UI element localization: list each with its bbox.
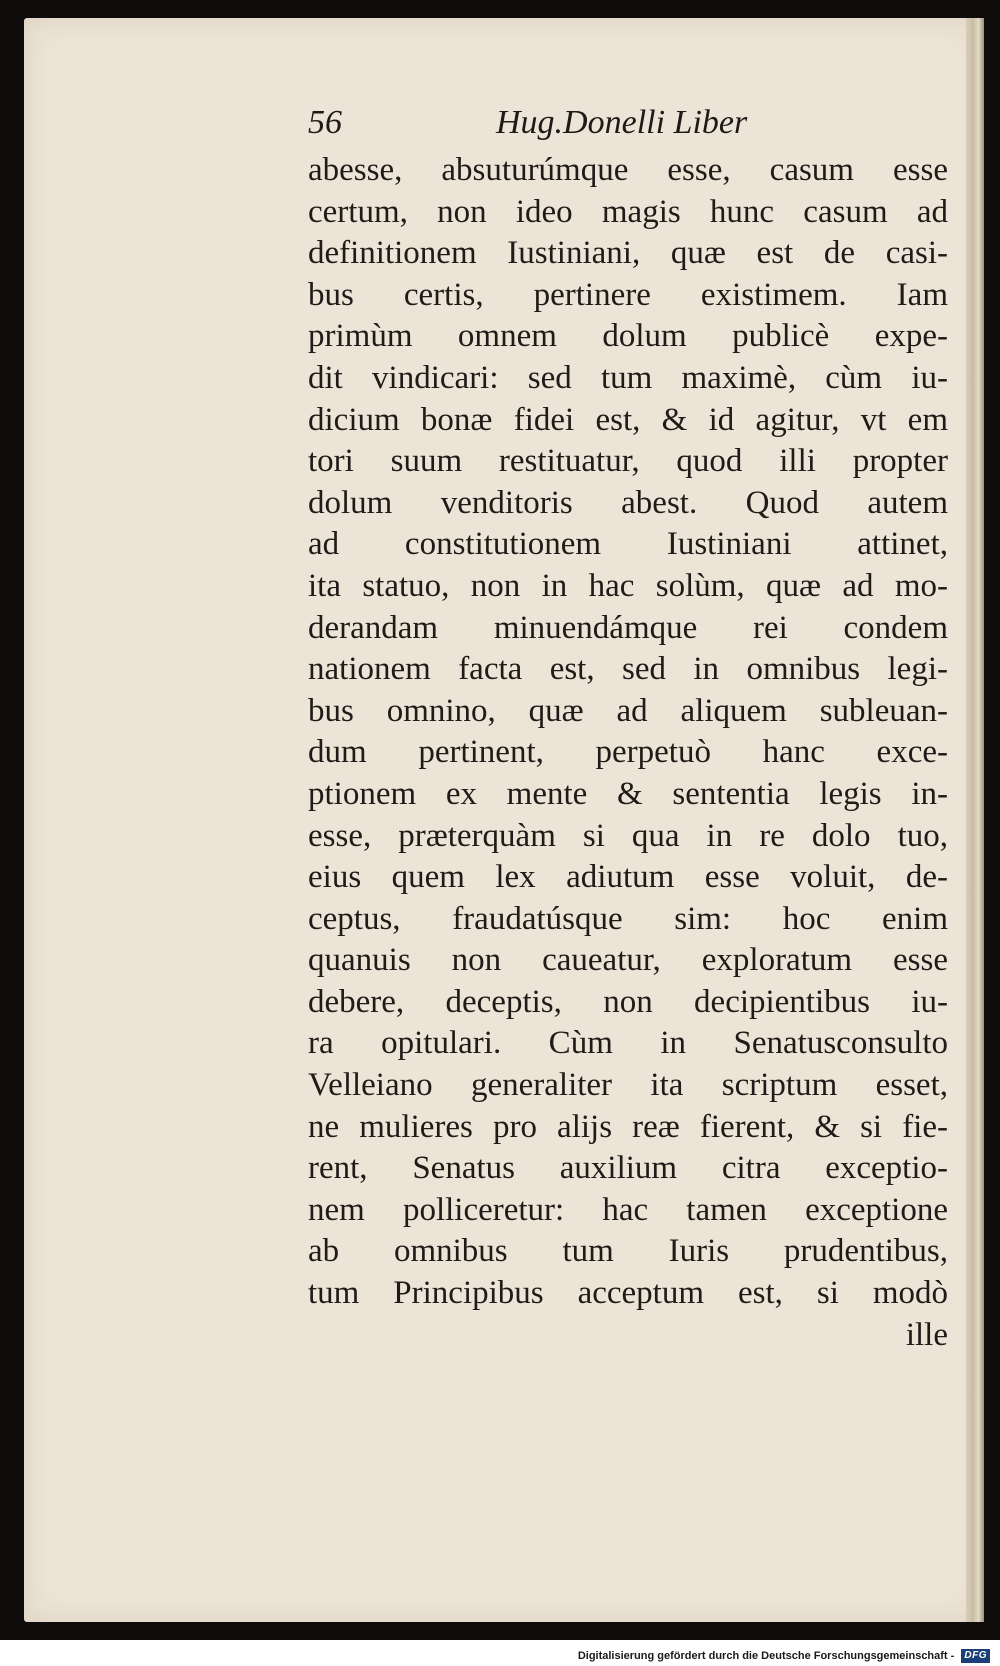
text-line: ptionem ex mente & sententia legis in- xyxy=(308,775,948,812)
text-line: derandam minuendámque rei condem xyxy=(308,609,948,646)
text-line: nem polliceretur: hac tamen exceptione xyxy=(308,1191,948,1228)
body-text xyxy=(308,150,948,1356)
text-line: debere, deceptis, non decipientibus iu- xyxy=(308,983,948,1020)
text-line: dum pertinent, perpetuò hanc exce- xyxy=(308,734,948,771)
text-line: abesse, absuturúmque esse, casum esse xyxy=(308,152,948,188)
text-line: Velleiano generaliter ita scriptum esset, xyxy=(308,1067,948,1104)
text-line: dolum venditoris abest. Quod autem xyxy=(308,484,948,521)
text-line: tori suum restituatur, quod illi propter xyxy=(308,443,948,480)
text-line: ceptus, fraudatúsque sim: hoc enim xyxy=(308,900,948,937)
digitization-credit xyxy=(0,1646,990,1666)
text-line: dit vindicari: sed tum maximè, cùm iu- xyxy=(308,359,948,396)
dfg-logo: DFG xyxy=(961,1649,990,1663)
text-line: ra opitulari. Cùm in Senatusconsulto xyxy=(308,1025,948,1062)
text-line: primùm omnem dolum publicè expe- xyxy=(308,318,948,355)
page-number: 56 xyxy=(308,104,342,141)
text-line: dicium bonæ fidei est, & id agitur, vt em xyxy=(308,401,948,438)
text-line: quanuis non caueatur, exploratum esse xyxy=(308,942,948,979)
text-line: bus certis, pertinere existimem. Iam xyxy=(308,276,948,313)
text-line: rent, Senatus auxilium citra exceptio- xyxy=(308,1150,948,1187)
text-line: certum, non ideo magis hunc casum ad xyxy=(308,193,948,230)
text-line: esse, præterquàm si qua in re dolo tuo, xyxy=(308,817,948,854)
text-line: ne mulieres pro alijs reæ fierent, & si fie- xyxy=(308,1108,948,1145)
text-line: nationem facta est, sed in omnibus legi- xyxy=(308,651,948,688)
text-line: eius quem lex adiutum esse voluit, de- xyxy=(308,859,948,896)
text-line: tum Principibus acceptum est, si modò xyxy=(308,1275,948,1312)
text-line: ab omnibus tum Iuris prudentibus, xyxy=(308,1233,948,1270)
page-header xyxy=(286,100,946,148)
text-line: definitionem Iustiniani, quæ est de casi- xyxy=(308,235,948,272)
text-line: ille xyxy=(905,1316,948,1353)
running-head: Hug.Donelli Liber xyxy=(496,104,748,141)
text-line: ad constitutionem Iustiniani attinet, xyxy=(308,526,948,563)
page-edge xyxy=(966,18,984,1622)
text-line: bus omnino, quæ ad aliquem subleuan- xyxy=(308,692,948,729)
credit-text: Digitalisierung gefördert durch die Deutsche Forschungsgemeinschaft - xyxy=(577,1650,955,1662)
text-line: ita statuo, non in hac solùm, quæ ad mo- xyxy=(308,567,948,604)
